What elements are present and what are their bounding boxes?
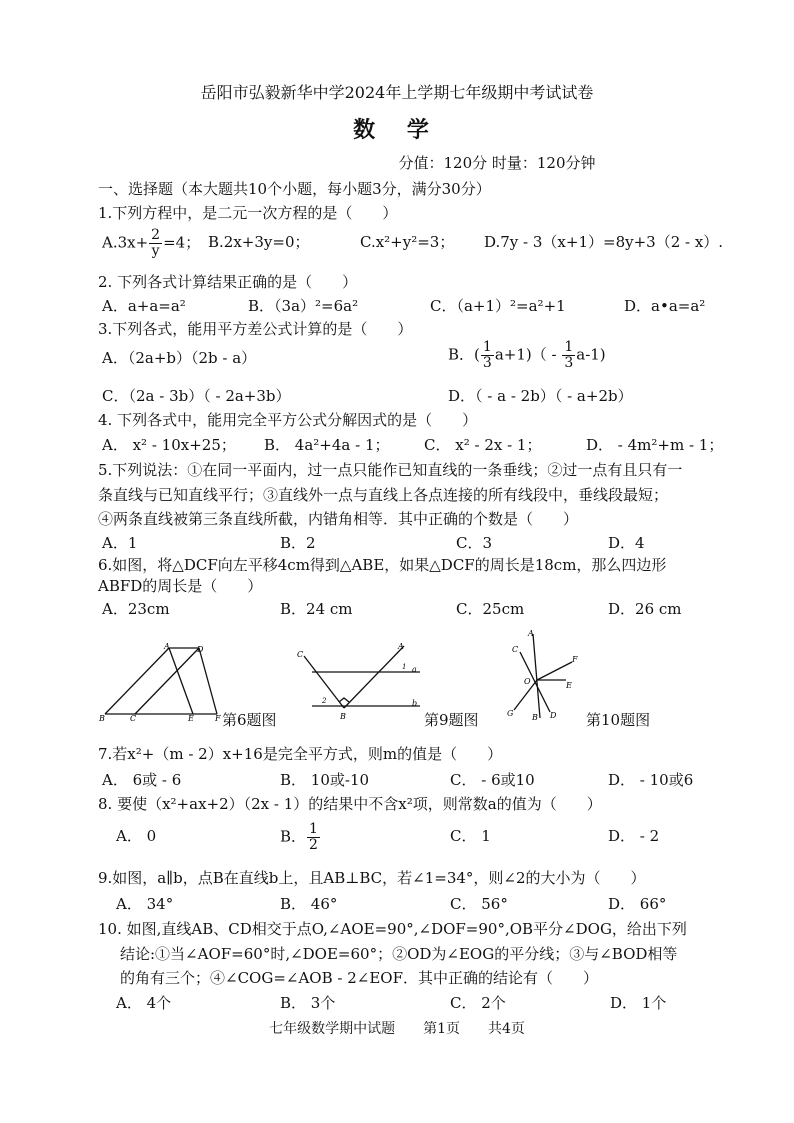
q3-b-fraction-1: [481, 340, 494, 371]
question-6-line-2: ABFD的周长是（ ）: [98, 577, 263, 595]
q3-b-den-2: 3: [564, 355, 574, 371]
q1-a-fraction: [149, 228, 162, 259]
fig9-line-ab: [344, 646, 407, 708]
question-7-option-b: B． 10或-10: [280, 771, 370, 789]
question-2-option-a: A．a+a=a²: [102, 297, 186, 315]
figure-6-diagram: [95, 640, 225, 725]
q8-b-fraction: [307, 822, 320, 853]
question-5-line-2: 条直线与已知直线平行；③直线外一点与直线上各点连接的所有线段中，垂线段最短；: [98, 486, 669, 504]
question-8-option-c: C． 1: [450, 827, 491, 845]
question-7-option-a: A． 6或 - 6: [102, 771, 182, 789]
question-3-option-c: C．（2a - 3b）（ - 2a+3b）: [102, 387, 291, 405]
page-footer: 七年级数学期中试题 第1页 共4页: [269, 1021, 525, 1037]
fig9-label-c: C: [297, 650, 304, 659]
fig6-label-b: B: [99, 714, 105, 723]
fig10-label-e: E: [566, 681, 572, 690]
question-5-line-3: ④两条直线被第三条直线所截，内错角相等．其中正确的个数是（ ）: [98, 510, 579, 528]
fig10-label-b: B: [532, 713, 538, 722]
q1-a-denominator: y: [151, 243, 160, 259]
question-9-option-b: B． 46°: [280, 895, 338, 913]
question-5-line-1: 5.下列说法：①在同一平面内，过一点只能作已知直线的一条垂线；②过一点有且只有一: [98, 461, 683, 479]
fig10-label-c: C: [512, 645, 519, 654]
question-4-option-a: A． x² - 10x+25；: [102, 436, 236, 454]
question-1-option-d: D.7y - 3（x+1）=8y+3（2 - x）.: [484, 233, 724, 251]
question-2-stem: 2. 下列各式计算结果正确的是（ ）: [98, 273, 358, 291]
fig10-label-f: F: [572, 655, 578, 664]
q3-b-post: a-1): [576, 345, 606, 364]
question-1-option-c: C.x²+y²=3；: [360, 233, 455, 251]
q3-b-pre: B．(: [448, 345, 480, 364]
question-7-stem: 7.若x²+（m - 2）x+16是完全平方式，则m的值是（ ）: [98, 745, 503, 763]
q8-b-numerator: 1: [309, 821, 318, 837]
figure-10-diagram: [500, 628, 590, 726]
question-2-option-c: C．（a+1）²=a²+1: [430, 297, 566, 315]
fig6-line-ab: [105, 648, 169, 714]
question-6-option-d: D．26 cm: [608, 600, 682, 618]
fig9-label-line-b: b: [412, 699, 418, 708]
question-8-stem: 8. 要使（x²+ax+2）（2x - 1）的结果中不含x²项，则常数a的值为（ ）: [98, 795, 602, 813]
question-10-option-b: B． 3个: [280, 994, 336, 1012]
question-3-option-b: [448, 340, 606, 371]
question-3-option-d: D．（ - a - 2b）（ - a+2b）: [448, 387, 633, 405]
question-6-option-b: B．24 cm: [280, 600, 353, 618]
question-9-option-d: D． 66°: [608, 895, 667, 913]
question-1-stem: 1.下列方程中，是二元一次方程的是（ ）: [98, 204, 398, 222]
question-4-option-d: D． - 4m²+m - 1；: [586, 436, 724, 454]
figure-9-caption: 第9题图: [424, 711, 479, 729]
question-9-option-c: C． 56°: [450, 895, 508, 913]
question-10-option-c: C． 2个: [450, 994, 506, 1012]
fig9-label-a: A: [398, 642, 404, 651]
question-2-option-b: B．（3a）²=6a²: [248, 297, 359, 315]
fig6-label-c: C: [130, 714, 137, 723]
question-3-option-a: A．（2a+b）（2b - a）: [102, 349, 257, 367]
question-3-stem: 3.下列各式，能用平方差公式计算的是（ ）: [98, 320, 413, 338]
q3-b-mid: a+1)（ -: [494, 345, 562, 364]
fig10-label-g: G: [507, 709, 514, 718]
question-6-option-a: A．23cm: [102, 600, 170, 618]
q8-b-denominator: 2: [309, 837, 318, 853]
exam-title: 岳阳市弘毅新华中学2024年上学期七年级期中考试试卷: [200, 83, 594, 102]
question-9-option-a: A． 34°: [116, 895, 174, 913]
question-5-option-c: C．3: [456, 534, 493, 552]
question-6-option-c: C．25cm: [456, 600, 525, 618]
fig9-label-angle-2: 2: [322, 697, 327, 705]
fig6-label-e: E: [188, 714, 194, 723]
figure-10-caption: 第10题图: [586, 711, 651, 729]
fig10-line-of: [537, 662, 572, 680]
question-8-option-d: D． - 2: [608, 827, 660, 845]
q3-b-num-1: 1: [482, 339, 492, 355]
figure-9-diagram: [290, 640, 426, 725]
fig10-label-a: A: [528, 629, 534, 638]
section-heading: 一、选择题（本大题共10个小题，每小题3分，满分30分）: [98, 180, 491, 198]
question-2-option-d: D．a•a=a²: [624, 297, 706, 315]
q1-a-pre: A.3x+: [102, 233, 149, 252]
question-5-option-a: A．1: [102, 534, 138, 552]
figure-6-caption: 第6题图: [222, 711, 277, 729]
q1-a-post: =4；: [163, 233, 201, 252]
q3-b-fraction-2: [562, 340, 575, 371]
fig10-line-ab: [533, 634, 540, 718]
fig10-label-o: O: [524, 677, 531, 686]
fig9-label-line-a: a: [412, 665, 417, 674]
question-9-stem: 9.如图，a∥b，点B在直线b上，且AB⊥BC，若∠1=34°，则∠2的大小为（ ）: [98, 869, 646, 887]
question-7-option-c: C． - 6或10: [450, 771, 535, 789]
fig6-line-df: [199, 648, 217, 714]
question-4-stem: 4. 下列各式中，能用完全平方公式分解因式的是（ ）: [98, 411, 478, 429]
q8-b-pre: B．: [280, 827, 307, 846]
fig10-label-d: D: [550, 711, 557, 720]
question-4-option-b: B． 4a²+4a - 1；: [264, 436, 390, 454]
question-10-line-3: 的角有三个；④∠COG=∠AOB - 2∠EOF．其中正确的结论有（ ）: [120, 969, 598, 987]
fig6-label-a: A: [164, 642, 170, 651]
question-4-option-c: C． x² - 2x - 1；: [424, 436, 542, 454]
question-10-line-2: 结论:①当∠AOF=60°时,∠DOE=60°；②OD为∠EOG的平分线；③与∠BOD相等: [120, 945, 678, 963]
fig9-right-angle-mark: [339, 698, 349, 702]
question-10-option-d: D． 1个: [610, 994, 667, 1012]
question-6-line-1: 6.如图，将△DCF向左平移4cm得到△ABE，如果△DCF的周长是18cm，那么四边形: [98, 556, 667, 574]
question-7-option-d: D． - 10或6: [608, 771, 694, 789]
question-5-option-d: D．4: [608, 534, 645, 552]
question-1-option-a: [102, 228, 200, 259]
question-10-option-a: A． 4个: [116, 994, 172, 1012]
fig6-label-f: F: [215, 714, 221, 723]
question-8-option-b: [280, 822, 321, 853]
q3-b-den-1: 3: [482, 355, 492, 371]
fig9-label-b: B: [340, 712, 346, 721]
score-info: 分值：120分 时量：120分钟: [398, 154, 596, 172]
q3-b-num-2: 1: [564, 339, 574, 355]
question-8-option-a: A． 0: [116, 827, 157, 845]
q1-a-numerator: 2: [151, 227, 161, 243]
question-1-option-b: B.2x+3y=0；: [208, 233, 310, 251]
question-10-line-1: 10. 如图,直线AB、CD相交于点O,∠AOE=90°,∠DOF=90°,OB平分∠DOG，给出下列: [98, 920, 687, 938]
fig9-label-angle-1: 1: [402, 663, 407, 671]
fig6-label-d: D: [197, 645, 204, 654]
question-5-option-b: B．2: [280, 534, 316, 552]
subject-title: 数 学: [353, 117, 441, 143]
